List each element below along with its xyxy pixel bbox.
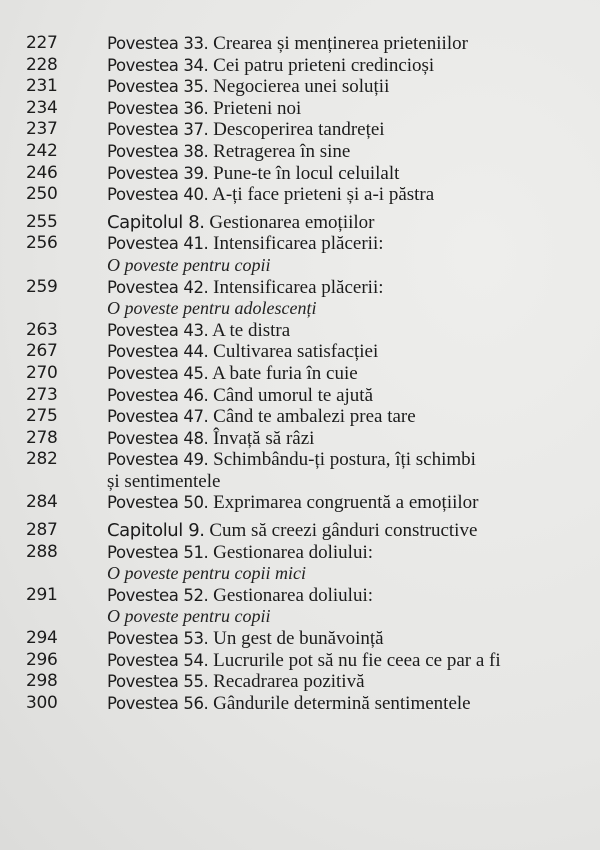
page-number: 300 [26, 692, 58, 713]
toc-entry [0, 693, 600, 715]
entry-label [107, 693, 471, 714]
page-number: 275 [26, 406, 58, 427]
page-number: 267 [26, 341, 58, 362]
page-number: 284 [26, 492, 58, 513]
entry-prefix: Povestea 41. [107, 234, 209, 254]
entry-label [107, 141, 350, 162]
entry-prefix: Povestea 37. [107, 120, 209, 140]
toc-entry [0, 542, 600, 564]
entry-label [107, 277, 384, 298]
entry-prefix: Povestea 34. [107, 55, 209, 75]
entry-label [107, 520, 477, 541]
entry-label [107, 55, 434, 76]
entry-title: Intensificarea plăcerii: [213, 276, 384, 298]
toc-entry-subtitle-line [0, 298, 600, 320]
toc-entry [0, 119, 600, 141]
page-number: 246 [26, 162, 58, 183]
entry-label [107, 385, 373, 406]
entry-title: Schimbându-ți postura, îți schimbi [213, 449, 476, 471]
toc-entry [0, 76, 600, 98]
page-number: 250 [26, 184, 58, 205]
toc-entry [0, 671, 600, 693]
entry-label [107, 363, 358, 384]
toc-entry [0, 277, 600, 299]
toc-entry [0, 449, 600, 471]
entry-label [107, 406, 416, 427]
entry-title: Crearea și menținerea prieteniilor [213, 33, 468, 54]
toc-entry [0, 141, 600, 163]
page-number: 237 [26, 119, 58, 140]
entry-label [107, 33, 468, 54]
entry-prefix: Povestea 51. [107, 542, 209, 562]
page-number: 278 [26, 427, 58, 448]
entry-prefix: Povestea 56. [107, 693, 209, 713]
entry-label [107, 650, 501, 671]
entry-title: Gestionarea doliului: [213, 541, 374, 563]
entry-title: Învață să râzi [213, 427, 315, 449]
entry-label [107, 542, 373, 563]
entry-prefix: Povestea 48. [107, 428, 209, 448]
entry-title: A bate furia în cuie [212, 362, 358, 384]
entry-subtitle: O poveste pentru copii [107, 606, 271, 627]
page-number: 282 [26, 449, 58, 470]
toc-entry [0, 363, 600, 385]
entry-prefix: Povestea 52. [107, 585, 209, 605]
entry-prefix: Povestea 47. [107, 407, 209, 427]
entry-title: Lucrurile pot să nu fie ceea ce par a fi [213, 649, 501, 671]
entry-prefix: Povestea 43. [107, 320, 209, 340]
entry-title: Negocierea unei soluții [213, 76, 390, 98]
toc-entry-continuation-line [0, 471, 600, 493]
table-of-contents [0, 33, 600, 714]
entry-label [107, 320, 290, 341]
page-number: 227 [26, 33, 58, 53]
entry-prefix: Povestea 40. [107, 185, 209, 205]
entry-prefix: Povestea 38. [107, 141, 209, 161]
entry-prefix: Povestea 50. [107, 493, 209, 513]
entry-label [107, 184, 434, 205]
toc-entry-subtitle-line [0, 255, 600, 277]
toc-entry [0, 650, 600, 672]
entry-title: Intensificarea plăcerii: [213, 233, 384, 255]
toc-entry-subtitle-line [0, 606, 600, 628]
page-number: 242 [26, 140, 58, 161]
entry-title: Prieteni noi [213, 97, 302, 119]
entry-title: Când umorul te ajută [213, 384, 374, 406]
entry-prefix: Povestea 55. [107, 672, 209, 692]
entry-prefix: Povestea 44. [107, 342, 209, 362]
page-number: 287 [26, 520, 58, 541]
entry-label [107, 233, 384, 254]
toc-entry [0, 628, 600, 650]
entry-title: Exprimarea congruentă a emoțiilor [213, 492, 479, 514]
entry-title: Retragerea în sine [213, 140, 351, 162]
entry-title: Cei patru prieteni credincioși [213, 54, 435, 76]
toc-chapter-heading [0, 212, 600, 234]
page-number: 228 [26, 54, 58, 75]
entry-label [107, 428, 314, 449]
toc-entry [0, 33, 600, 55]
chapter-title: Gestionarea emoțiilor [209, 211, 375, 233]
page-number: 270 [26, 362, 58, 383]
entry-title: Recadrarea pozitivă [213, 671, 365, 693]
entry-prefix: Povestea 53. [107, 629, 209, 649]
toc-entry [0, 184, 600, 206]
page-number: 256 [26, 233, 58, 254]
page-number: 273 [26, 384, 58, 405]
entry-title-continuation: și sentimentele [107, 470, 221, 492]
entry-label [107, 671, 365, 692]
entry-label [107, 492, 479, 513]
entry-prefix: Povestea 54. [107, 650, 209, 670]
entry-label [107, 212, 375, 233]
toc-entry [0, 585, 600, 607]
entry-label [107, 76, 389, 97]
toc-entry [0, 320, 600, 342]
entry-title: Gândurile determină sentimentele [213, 692, 471, 714]
entry-subtitle: O poveste pentru copii mici [107, 563, 306, 584]
page-number: 294 [26, 628, 58, 649]
toc-entry [0, 385, 600, 407]
entry-subtitle: O poveste pentru adolescenți [107, 298, 317, 319]
entry-prefix: Povestea 33. [107, 34, 209, 53]
toc-entry [0, 406, 600, 428]
toc-entry [0, 233, 600, 255]
page-number: 288 [26, 541, 58, 562]
toc-entry [0, 55, 600, 77]
entry-label [107, 341, 378, 362]
entry-title: Gestionarea doliului: [213, 584, 374, 606]
entry-title: Descoperirea tandreței [213, 119, 385, 141]
entry-subtitle: O poveste pentru copii [107, 254, 271, 275]
toc-entry-subtitle-line [0, 563, 600, 585]
page-number: 231 [26, 76, 58, 97]
entry-label [107, 98, 301, 119]
page-number: 255 [26, 211, 58, 232]
toc-entry [0, 163, 600, 185]
entry-title: Când te ambalezi prea tare [213, 406, 416, 428]
page-number: 291 [26, 584, 58, 605]
entry-prefix: Povestea 46. [107, 385, 209, 405]
entry-prefix: Povestea 39. [107, 163, 209, 183]
page-number: 298 [26, 671, 58, 692]
chapter-prefix: Capitolul 8. [107, 211, 205, 233]
page-number: 263 [26, 319, 58, 340]
page-number: 259 [26, 276, 58, 297]
entry-label [107, 628, 384, 649]
entry-prefix: Povestea 42. [107, 277, 209, 297]
entry-label [107, 585, 373, 606]
toc-entry [0, 492, 600, 514]
page-number: 296 [26, 649, 58, 670]
entry-title: A te distra [212, 319, 291, 341]
toc-entry [0, 341, 600, 363]
toc-entry [0, 428, 600, 450]
chapter-prefix: Capitolul 9. [107, 520, 205, 542]
entry-prefix: Povestea 49. [107, 450, 209, 470]
entry-prefix: Povestea 35. [107, 77, 209, 97]
page-number: 234 [26, 97, 58, 118]
entry-label [107, 119, 385, 140]
toc-chapter-heading [0, 520, 600, 542]
entry-prefix: Povestea 36. [107, 98, 209, 118]
chapter-title: Cum să creezi gânduri constructive [209, 520, 478, 542]
entry-title: Pune-te în locul celuilalt [213, 162, 400, 184]
toc-entry [0, 98, 600, 120]
entry-label [107, 163, 399, 184]
entry-title: Un gest de bunăvoință [213, 628, 384, 650]
entry-title: A-ți face prieteni și a-i păstra [212, 184, 435, 206]
entry-title: Cultivarea satisfacției [213, 341, 379, 363]
entry-prefix: Povestea 45. [107, 363, 209, 383]
entry-label [107, 449, 476, 470]
